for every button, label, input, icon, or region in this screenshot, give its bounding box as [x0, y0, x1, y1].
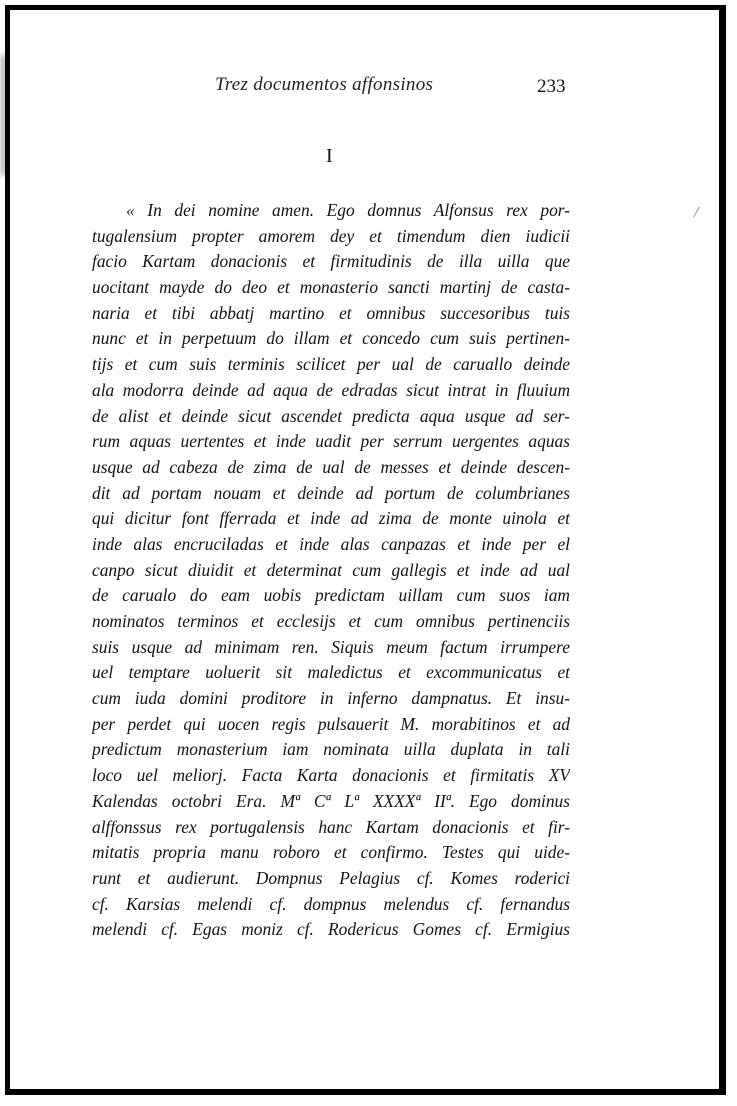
text-line: mitatis propria manu roboro et confirmo. Testes qui uide- [92, 842, 570, 863]
text-line: canpo sicut diuidit et determinat cum gallegis et inde ad ual [92, 559, 570, 580]
text-line: nunc et in perpetuum do illam et concedo cum suis pertinen- [92, 328, 570, 349]
text-line: naria et tibi abbatj martino et omnibus succesoribus tuis [92, 302, 570, 323]
text-line: loco uel meliorj. Facta Karta donacionis et firmitatis XV [92, 765, 570, 786]
text-line: « In dei nomine amen. Ego domnus Alfonsus rex por- [126, 200, 570, 220]
text-line: predictum monasterium iam nominata uilla duplata in tali [92, 739, 570, 760]
text-line: per perdet qui uocen regis pulsauerit M. morabitinos et ad [92, 713, 570, 734]
text-line: tijs et cum suis terminis scilicet per ual de caruallo deinde [92, 354, 570, 375]
text-line: melendi cf. Egas moniz cf. Rodericus Gomes cf. Ermigius [92, 919, 570, 940]
text-line: rum aquas uertentes et inde uadit per serrum uergentes aquas [92, 431, 570, 452]
text-line: runt et audierunt. Dompnus Pelagius cf. Komes roderici [92, 867, 570, 888]
text-line: de carualo do eam uobis predictam uillam cum suos iam [92, 585, 570, 606]
text-line: uocitant mayde do deo et monasterio sancti martinj de casta- [92, 277, 570, 298]
document-body [92, 198, 570, 943]
text-line: uel temptare uoluerit sit maledictus et excommunicatus et [92, 662, 570, 683]
page-number: 233 [537, 76, 566, 97]
text-line: usque ad cabeza de zima de ual de messes et deinde descen- [92, 456, 570, 477]
text-line: ala modorra deinde ad aqua de edradas sicut intrat in fluuium [92, 379, 570, 400]
text-line: tugalensium propter amorem dey et timendum dien iudicii [92, 225, 570, 246]
text-line: de alist et deinde sicut ascendet predicta aqua usque ad ser- [92, 405, 570, 426]
text-line: facio Kartam donacionis et firmitudinis de illa uilla que [92, 251, 570, 272]
text-line: dit ad portam nouam et deinde ad portum de columbrianes [92, 482, 570, 503]
text-line: nominatos terminos et ecclesijs et cum omnibus pertinenciis [92, 611, 570, 631]
running-header-title: Trez documentos affonsinos [215, 74, 434, 95]
text-line: Kalendas octobri Era. Mª Cª Lª XXXXª IIª. Ego dominus [92, 790, 570, 811]
text-line: suis usque ad minimam ren. Siquis meum factum irrumpere [92, 636, 570, 657]
text-line: qui dicitur font fferrada et inde ad zima de monte uinola et [92, 508, 570, 529]
text-line: cf. Karsias melendi cf. dompnus melendus cf. fernandus [92, 893, 570, 914]
section-numeral: I [326, 145, 333, 167]
text-line: alffonssus rex portugalensis hanc Kartam donacionis et fir- [92, 816, 570, 837]
text-line: cum iuda domini proditore in inferno dampnatus. Et insu- [92, 688, 570, 709]
text-line: inde alas encruciladas et inde alas canpazas et inde per el [92, 533, 570, 554]
